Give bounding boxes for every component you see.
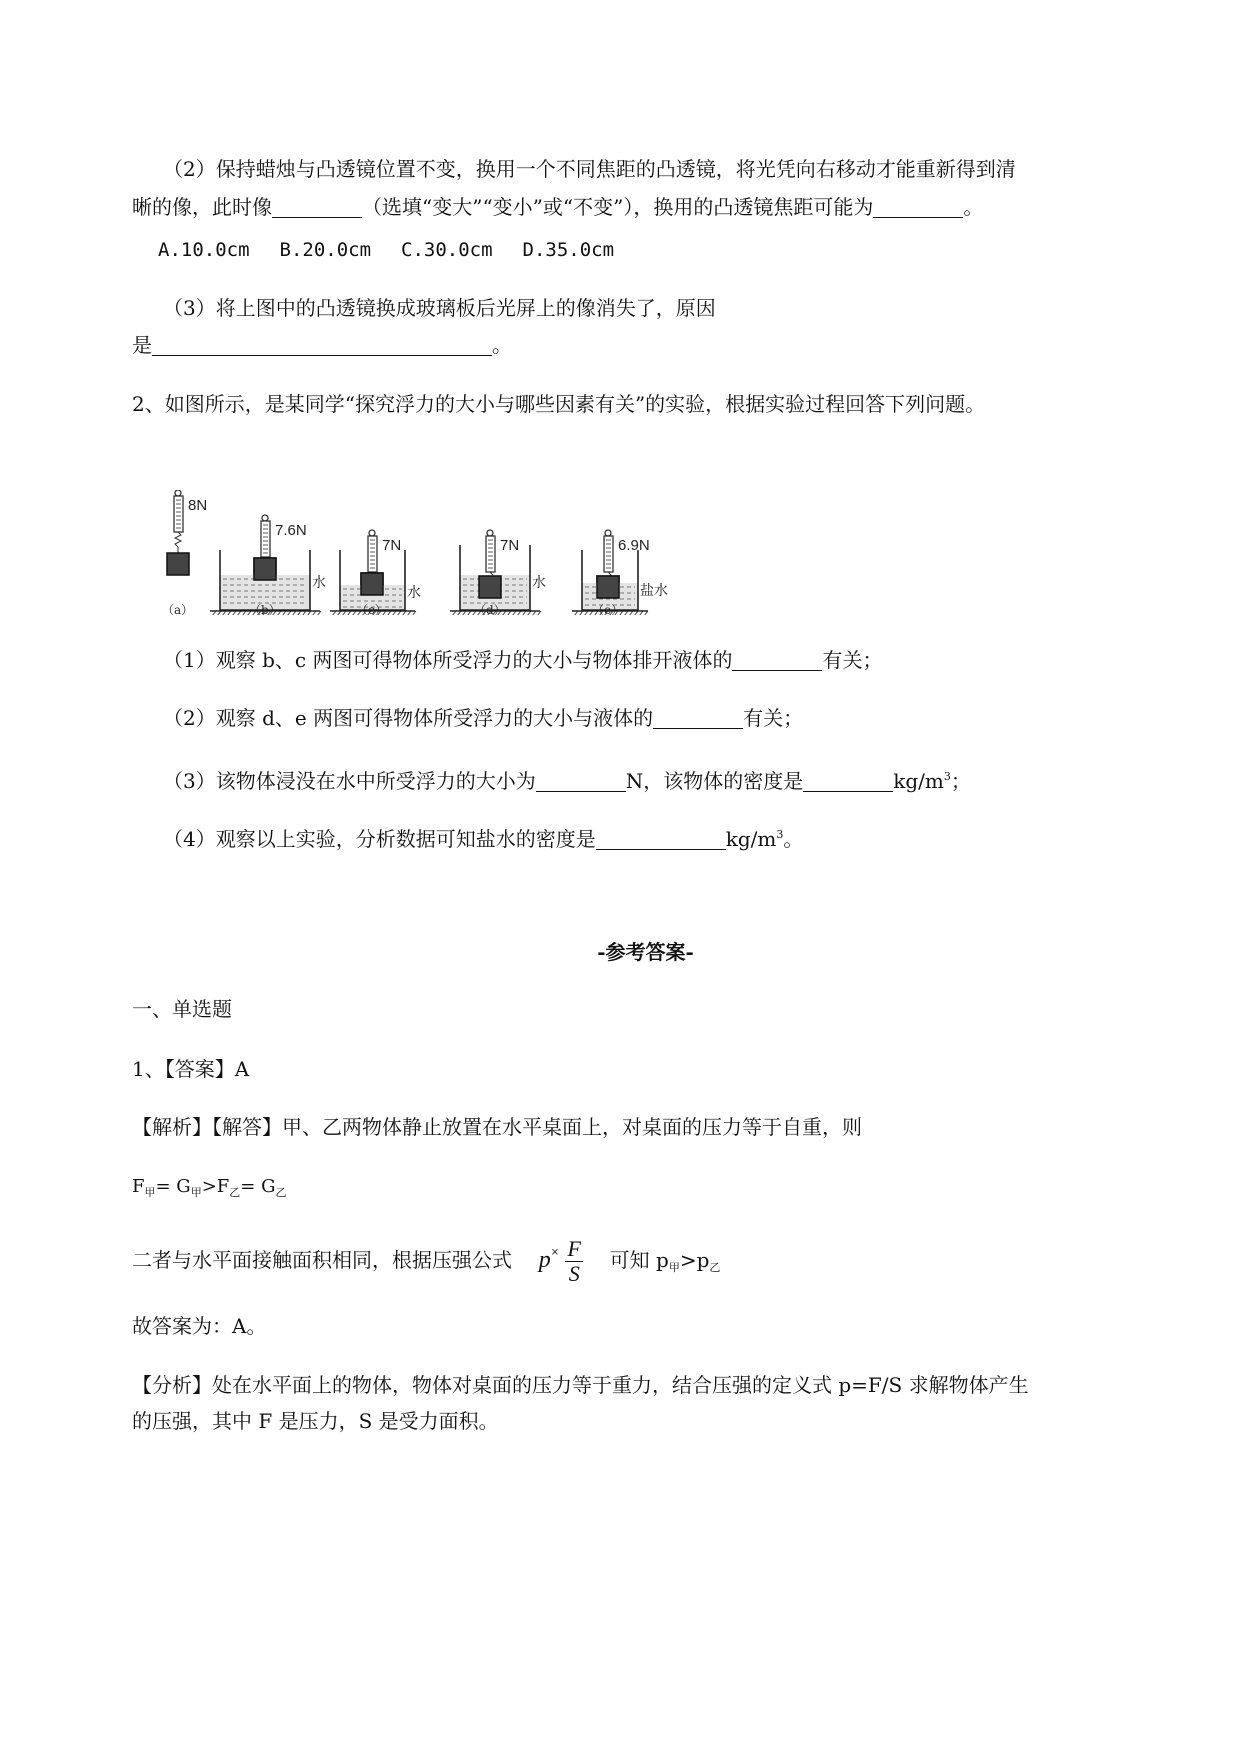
formula-sub: 乙 (709, 1261, 721, 1274)
eq-part: = G (155, 1176, 191, 1197)
q1-part2-text-c: 。 (963, 195, 984, 219)
answer-blank[interactable] (732, 648, 822, 671)
liquid-label: 盐水 (640, 583, 668, 599)
eq-sub: 乙 (275, 1186, 287, 1199)
scale-reading: 6.9N (618, 537, 650, 554)
pressure-formula-line (132, 1227, 721, 1286)
q1-options (158, 236, 614, 264)
q2-sub4 (163, 821, 803, 853)
metal-block (254, 558, 276, 580)
q1-part2-line1: （2）保持蜡烛与凸透镜位置不变，换用一个不同焦距的凸透镜，将光凭向右移动才能重新得到清 (163, 157, 1016, 181)
section-heading: 一、单选题 (132, 997, 232, 1021)
fraction-numerator: F (567, 1236, 581, 1261)
formula-gt: >p (679, 1248, 710, 1272)
spring-scale-body (174, 496, 183, 532)
panel-label: （b） (249, 603, 281, 615)
q2-sub4-text-c: 。 (783, 827, 804, 851)
formula-fraction (565, 1237, 582, 1286)
analysis2-line1: 【分析】处在水平面上的物体，物体对桌面的压力等于重力，结合压强的定义式 p=F/S 求解物体产生 (132, 1373, 1029, 1397)
q1-part3-text-b: 。 (492, 333, 512, 357)
eq-part: = G (240, 1176, 276, 1197)
experiment-panel (450, 530, 546, 615)
panel-label: （e） (592, 603, 624, 615)
q2-sub4-unit: kg/m (725, 827, 777, 851)
spring-scale-body (486, 536, 495, 572)
q2-sub3-unit-exp: 3 (943, 770, 951, 783)
analysis-line: 【解析】【解答】甲、乙两物体静止放置在水平桌面上，对桌面的压力等于自重，则 (132, 1115, 862, 1139)
metal-block (361, 573, 383, 595)
experiment-panel (162, 490, 207, 615)
force-equation (132, 1173, 286, 1207)
answer-blank[interactable] (803, 769, 893, 792)
q2-stem: 2、如图所示，是某同学“探究浮力的大小与哪些因素有关”的实验，根据实验过程回答下列问题。 (132, 392, 986, 416)
spring-scale-hook (487, 530, 493, 536)
buoyancy-experiment-figure (160, 490, 700, 615)
q2-sub1 (163, 646, 882, 674)
q2-sub3-text-a: （3）该物体浸没在水中所受浮力的大小为 (163, 769, 536, 793)
answer-key-title: -参考答案- (597, 940, 694, 964)
panel-label: （a） (162, 603, 194, 615)
answer-blank[interactable] (653, 706, 743, 729)
q1-part2-line2 (132, 193, 983, 221)
liquid-label: 水 (532, 575, 546, 591)
spring-scale-hook (262, 515, 268, 521)
metal-block (597, 576, 619, 598)
q1-part3-line2 (132, 331, 512, 359)
q1-part3-line1: （3）将上图中的凸透镜换成玻璃板后光屏上的像消失了，原因 (163, 296, 716, 320)
panel-label: （d） (474, 603, 506, 615)
q1-part3-text-a: 是 (132, 333, 152, 357)
eq-sub: 乙 (229, 1186, 241, 1199)
q2-sub2 (163, 704, 803, 732)
liquid-label: 水 (312, 575, 326, 591)
formula-text-b: 可知 p (609, 1248, 669, 1272)
q2-sub4-unit-exp: 3 (776, 828, 784, 841)
eq-f: F (132, 1176, 145, 1197)
formula-p: p (538, 1247, 551, 1273)
analysis2-line2: 的压强，其中 F 是压力，S 是受力面积。 (132, 1409, 499, 1433)
q2-sub2-text-b: 有关； (743, 706, 804, 730)
spring-scale-hook (175, 490, 181, 496)
option-a: A.10.0cm (158, 239, 250, 261)
formula-text-a: 二者与水平面接触面积相同，根据压强公式 (132, 1248, 512, 1272)
liquid-label: 水 (407, 585, 421, 601)
scale-reading: 7N (382, 537, 402, 554)
experiment-panel (572, 530, 668, 615)
conclusion: 故答案为：A。 (132, 1314, 267, 1338)
scale-reading: 7N (500, 537, 520, 554)
answer-1-label: 1、【答案】A (132, 1057, 250, 1081)
option-c: C.30.0cm (401, 239, 493, 261)
q2-sub3-text-d: ； (950, 769, 971, 793)
q2-sub4-text-a: （4）观察以上实验，分析数据可知盐水的密度是 (163, 827, 596, 851)
q2-sub3-unit: kg/m (893, 769, 944, 793)
spring-scale-hook (605, 530, 611, 536)
spring-icon (175, 532, 181, 547)
spring-scale-body (261, 521, 270, 557)
eq-part: >F (201, 1176, 230, 1197)
q1-part2-text-b: （选填“变大”“变小”或“不变”），换用的凸透镜焦距可能为 (362, 195, 874, 219)
formula-sub: 甲 (668, 1261, 680, 1274)
answer-blank[interactable] (272, 195, 362, 218)
spring-scale-body (604, 536, 613, 572)
experiment-panel (210, 515, 326, 615)
answer-blank[interactable] (596, 827, 726, 850)
q1-part2-text-a: 晰的像，此时像 (132, 195, 272, 219)
answer-blank[interactable] (152, 333, 492, 356)
spring-scale-body (368, 536, 377, 572)
q2-sub1-text-b: 有关； (822, 648, 883, 672)
fraction-denominator: S (568, 1261, 580, 1286)
option-d: D.35.0cm (522, 239, 615, 261)
eq-sub: 甲 (190, 1186, 202, 1199)
scale-reading: 7.6N (275, 522, 307, 539)
q2-sub3-text-b: N，该物体的密度是 (625, 769, 804, 793)
scale-reading: 8N (188, 497, 208, 514)
panel-label: （c） (356, 603, 387, 615)
answer-blank[interactable] (536, 769, 626, 792)
metal-block (167, 553, 189, 575)
eq-sub: 甲 (144, 1186, 156, 1199)
q2-sub2-text-a: （2）观察 d、e 两图可得物体所受浮力的大小与液体的 (163, 706, 654, 730)
q2-sub3 (163, 763, 971, 795)
q2-sub1-text-a: （1）观察 b、c 两图可得物体所受浮力的大小与物体排开液体的 (163, 648, 733, 672)
answer-blank[interactable] (873, 195, 963, 218)
formula-marker: × (550, 1247, 560, 1258)
spring-scale-hook (369, 530, 375, 536)
experiment-panel (330, 530, 421, 615)
option-b: B.20.0cm (279, 239, 372, 261)
metal-block (479, 576, 501, 598)
